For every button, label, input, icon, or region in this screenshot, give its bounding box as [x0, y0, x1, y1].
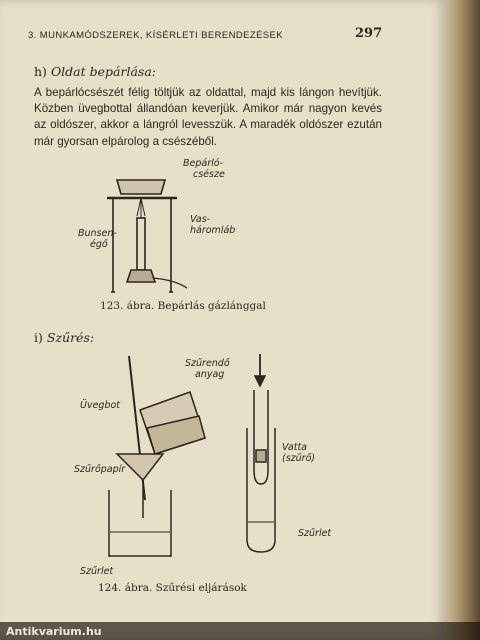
label-line: Szűrendő: [185, 358, 230, 369]
running-header: 3. MUNKAMÓDSZEREK, KÍSÉRLETI BERENDEZÉSEK: [28, 30, 284, 41]
label-tripod: [190, 214, 235, 236]
page-edge: [446, 0, 480, 640]
page-number: 297: [355, 26, 383, 41]
section-heading-h: [34, 64, 156, 79]
label-filtrate-right: Szűrlet: [298, 528, 332, 539]
label-line: Bunsen-: [78, 228, 117, 239]
label-bunsen-burner: [78, 228, 117, 250]
label-line: anyag: [195, 369, 225, 380]
label-line: csésze: [193, 169, 225, 180]
label-line: (szűrő): [282, 453, 316, 464]
label-filter-paper: Szűrőpapír: [74, 464, 126, 475]
label-glass-rod: Üvegbot: [80, 400, 121, 411]
figure-124-drawing: [95, 350, 395, 570]
label-material-to-filter: [185, 358, 230, 380]
body-paragraph: A bepárlócsészét félig töltjük az oldattal, majd kis lángon hevítjük. Közben üvegbottal állandóan keverjük. Amikor már nagyon kevés az oldószer, akkor a lángról levesszük. A maradék oldószer ezután már gyorsan elpárolog a csészéből.: [34, 86, 382, 148]
label-filtrate-left: Szűrlet: [80, 566, 114, 577]
label-evaporating-dish: [183, 158, 225, 180]
label-cotton-filter: [282, 442, 315, 464]
section-label: h): [34, 64, 47, 79]
section-title: Oldat bepárlása:: [50, 64, 156, 79]
label-line: Vas-: [190, 214, 211, 225]
figure-123-caption: 123. ábra. Bepárlás gázlánggal: [100, 300, 266, 312]
label-line: háromláb: [190, 225, 236, 236]
label-line: Vatta: [282, 442, 307, 453]
label-line: Bepárló-: [183, 158, 223, 169]
section-label: i): [34, 330, 43, 345]
label-line: égő: [90, 239, 108, 250]
figure-124-caption: 124. ábra. Szűrési eljárások: [98, 582, 247, 594]
section-title: Szűrés:: [46, 330, 95, 345]
section-heading-i: [34, 330, 94, 345]
watermark: Antikvarium.hu: [6, 625, 102, 638]
